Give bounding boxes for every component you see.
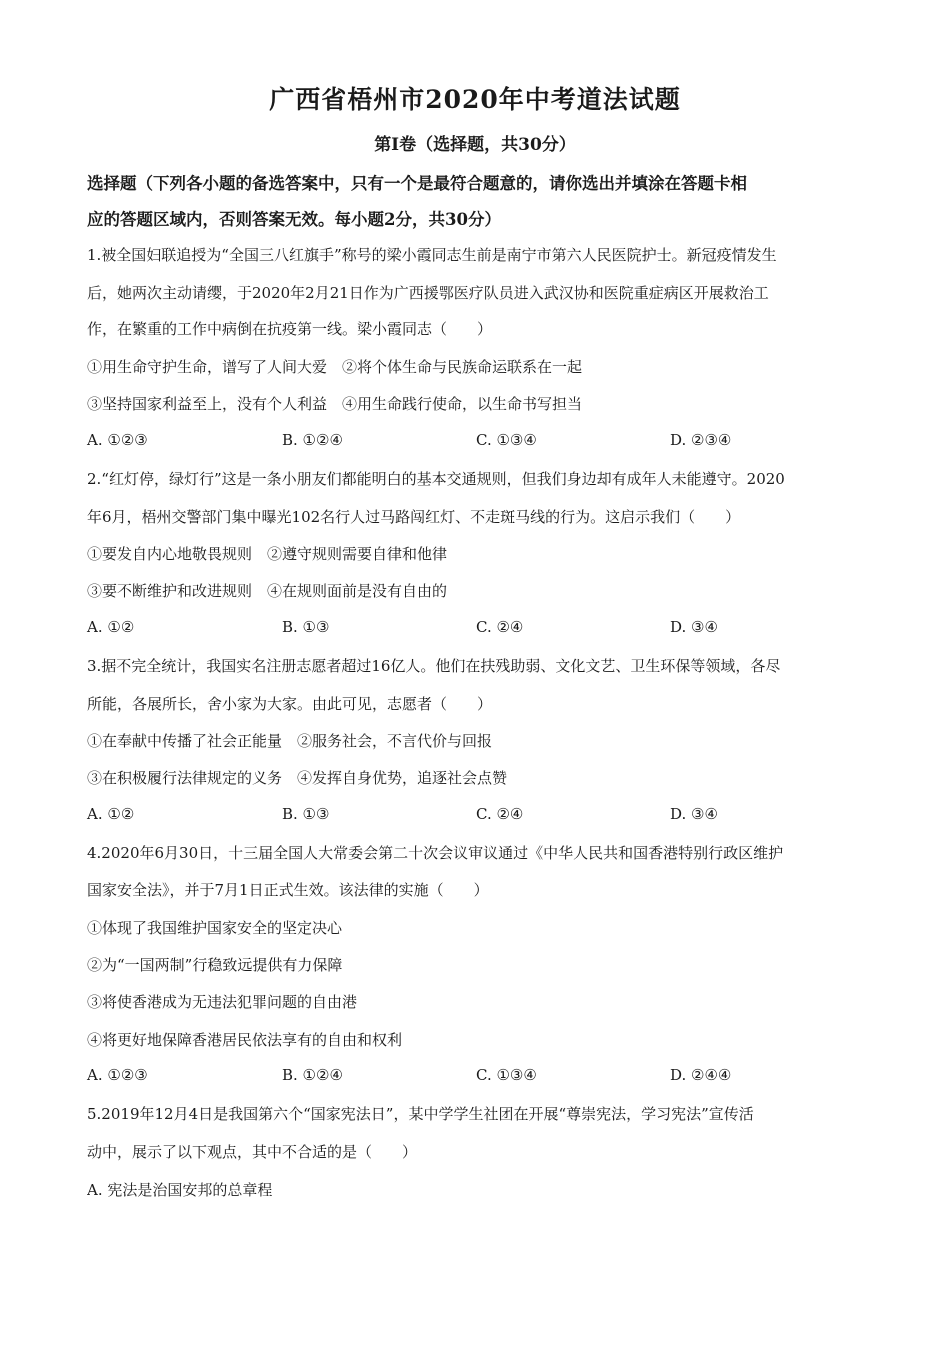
section-subtitle: 第Ⅰ卷（选择题，共30分） bbox=[374, 135, 576, 155]
q1-statement-2: ③坚持国家利益至上，没有个人利益 ④用生命践行使命，以生命书写担当 bbox=[87, 395, 583, 413]
q3-statement-1: ①在奉献中传播了社会正能量 ②服务社会，不言代价与回报 bbox=[87, 732, 493, 750]
q2-option-b: B. ①③ bbox=[282, 618, 330, 636]
q2-stem-line-2: 年6月，梧州交警部门集中曝光102名行人过马路闯红灯、不走斑马线的行为。这启示我们（ ） bbox=[87, 508, 741, 526]
q5-stem-line-1: 5.2019年12月4日是我国第六个“国家宪法日”，某中学学生社团在开展“尊崇宪法，学习宪法”宣传活 bbox=[87, 1105, 754, 1123]
q4-statement-4: ④将更好地保障香港居民依法享有的自由和权利 bbox=[87, 1031, 403, 1049]
q5-stem-line-2: 动中，展示了以下观点，其中不合适的是（ ） bbox=[87, 1143, 418, 1161]
q4-option-a: A. ①②③ bbox=[87, 1066, 148, 1084]
q5-option-a: A. 宪法是治国安邦的总章程 bbox=[87, 1181, 273, 1199]
q2-stem-line-1: 2.“红灯停，绿灯行”这是一条小朋友们都能明白的基本交通规则，但我们身边却有成年人未能遵守。2020 bbox=[87, 470, 785, 488]
q3-option-b: B. ①③ bbox=[282, 805, 330, 823]
q4-option-b: B. ①②④ bbox=[282, 1066, 343, 1084]
q2-statement-2: ③要不断维护和改进规则 ④在规则面前是没有自由的 bbox=[87, 582, 448, 600]
q4-option-c: C. ①③④ bbox=[476, 1066, 537, 1084]
q2-statement-1: ①要发自内心地敬畏规则 ②遵守规则需要自律和他律 bbox=[87, 545, 448, 563]
q1-option-c: C. ①③④ bbox=[476, 431, 537, 449]
q1-option-b: B. ①②④ bbox=[282, 431, 343, 449]
page-title: 广西省梧州市2020年中考道法试题 bbox=[269, 85, 681, 114]
q1-option-a: A. ①②③ bbox=[87, 431, 148, 449]
q4-stem-line-1: 4.2020年6月30日，十三届全国人大常委会第二十次会议审议通过《中华人民共和国香港特别行政区维护 bbox=[87, 844, 784, 862]
q2-option-c: C. ②④ bbox=[476, 618, 524, 636]
q4-statement-1: ①体现了我国维护国家安全的坚定决心 bbox=[87, 919, 343, 937]
q1-stem-line-2: 后，她两次主动请缨，于2020年2月21日作为广西援鄂医疗队员进入武汉协和医院重症病区开展救治工 bbox=[87, 284, 769, 302]
q4-statement-2: ②为“一国两制”行稳致远提供有力保障 bbox=[87, 956, 343, 974]
q1-stem-line-1: 1.被全国妇联追授为“全国三八红旗手”称号的梁小霞同志生前是南宁市第六人民医院护士。新冠疫情发生 bbox=[87, 246, 777, 264]
instructions-line-1: 选择题（下列各小题的备选答案中，只有一个是最符合题意的，请你选出并填涂在答题卡相 bbox=[87, 174, 747, 193]
q3-stem-line-2: 所能，各展所长，舍小家为大家。由此可见，志愿者（ ） bbox=[87, 695, 493, 713]
q1-stem-line-3: 作，在繁重的工作中病倒在抗疫第一线。梁小霞同志（ ） bbox=[87, 320, 493, 338]
q3-option-c: C. ②④ bbox=[476, 805, 524, 823]
q3-statement-2: ③在积极履行法律规定的义务 ④发挥自身优势，追逐社会点赞 bbox=[87, 769, 508, 787]
q1-option-d: D. ②③④ bbox=[670, 431, 732, 449]
q2-option-d: D. ③④ bbox=[670, 618, 718, 636]
q3-option-a: A. ①② bbox=[87, 805, 135, 823]
q1-statement-1: ①用生命守护生命，谱写了人间大爱 ②将个体生命与民族命运联系在一起 bbox=[87, 358, 583, 376]
q3-stem-line-1: 3.据不完全统计，我国实名注册志愿者超过16亿人。他们在扶残助弱、文化文艺、卫生环保等领域，各尽 bbox=[87, 657, 781, 675]
q2-option-a: A. ①② bbox=[87, 618, 135, 636]
q4-statement-3: ③将使香港成为无违法犯罪问题的自由港 bbox=[87, 993, 358, 1011]
q4-option-d: D. ②④④ bbox=[670, 1066, 732, 1084]
q3-option-d: D. ③④ bbox=[670, 805, 718, 823]
q4-stem-line-2: 国家安全法》，并于7月1日正式生效。该法律的实施（ ） bbox=[87, 881, 489, 899]
instructions-line-2: 应的答题区域内，否则答案无效。每小题2分，共30分） bbox=[87, 210, 501, 229]
